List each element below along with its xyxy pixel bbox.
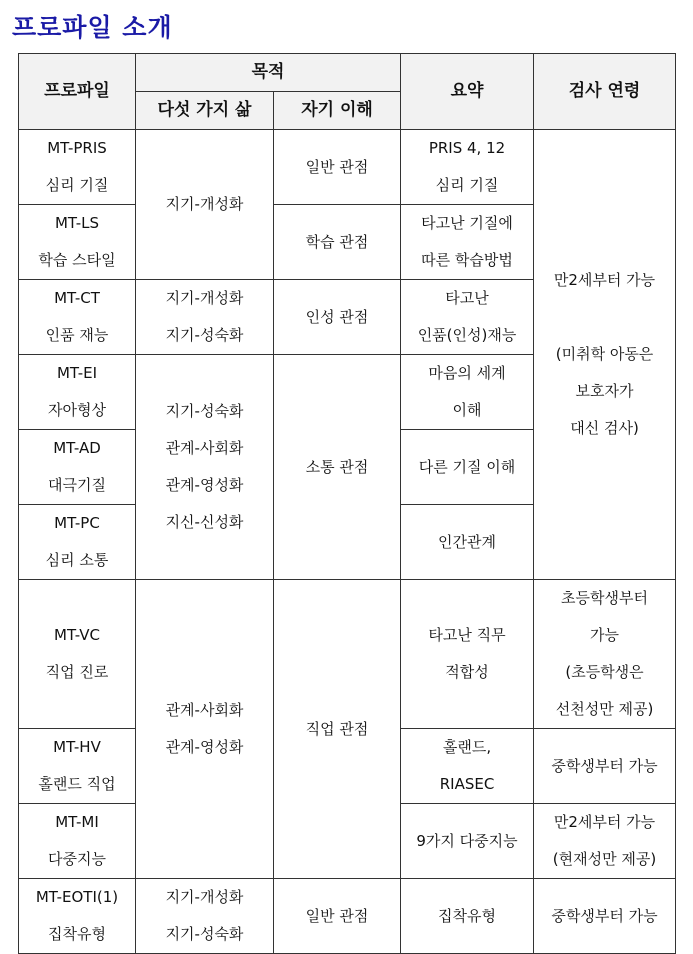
view-cell: 직업 관점 bbox=[274, 580, 401, 879]
view-cell: 소통 관점 bbox=[274, 355, 401, 580]
page-title: 프로파일 소개 bbox=[12, 13, 173, 42]
table-row bbox=[19, 879, 676, 954]
profile-cell: MT-EI 자아형상 bbox=[19, 355, 136, 430]
age-cell: 중학생부터 가능 bbox=[534, 879, 676, 954]
view-cell: 인성 관점 bbox=[274, 280, 401, 355]
profile-cell: MT-CT 인품 재능 bbox=[19, 280, 136, 355]
header-self-understanding: 자기 이해 bbox=[274, 92, 401, 130]
summary-cell: 홀랜드, RIASEC bbox=[401, 729, 534, 804]
age-cell: 만2세부터 가능 (현재성만 제공) bbox=[534, 804, 676, 879]
five-life-cell: 지기-개성화 지기-성숙화 bbox=[136, 879, 274, 954]
profile-table bbox=[18, 53, 676, 954]
profile-cell: MT-PRIS 심리 기질 bbox=[19, 130, 136, 205]
summary-cell: 9가지 다중지능 bbox=[401, 804, 534, 879]
table-row bbox=[19, 130, 676, 205]
profile-cell: MT-LS 학습 스타일 bbox=[19, 205, 136, 280]
five-life-cell: 지기-성숙화 관계-사회화 관계-영성화 지신-신성화 bbox=[136, 355, 274, 580]
view-cell: 학습 관점 bbox=[274, 205, 401, 280]
profile-cell: MT-VC 직업 진로 bbox=[19, 580, 136, 729]
profile-cell: MT-EOTI(1) 집착유형 bbox=[19, 879, 136, 954]
header-age: 검사 연령 bbox=[534, 54, 676, 130]
header-five-life: 다섯 가지 삶 bbox=[136, 92, 274, 130]
five-life-cell: 지기-개성화 bbox=[136, 130, 274, 280]
summary-cell: 다른 기질 이해 bbox=[401, 430, 534, 505]
header-profile: 프로파일 bbox=[19, 54, 136, 130]
profile-cell: MT-HV 홀랜드 직업 bbox=[19, 729, 136, 804]
view-cell: 일반 관점 bbox=[274, 879, 401, 954]
age-cell: 중학생부터 가능 bbox=[534, 729, 676, 804]
header-purpose: 목적 bbox=[136, 54, 401, 92]
view-cell: 일반 관점 bbox=[274, 130, 401, 205]
summary-cell: 타고난 직무 적합성 bbox=[401, 580, 534, 729]
summary-cell: PRIS 4, 12 심리 기질 bbox=[401, 130, 534, 205]
profile-cell: MT-PC 심리 소통 bbox=[19, 505, 136, 580]
table-row bbox=[19, 580, 676, 729]
header-summary: 요약 bbox=[401, 54, 534, 130]
age-cell: 만2세부터 가능 (미취학 아동은 보호자가 대신 검사) bbox=[534, 130, 676, 580]
summary-cell: 집착유형 bbox=[401, 879, 534, 954]
summary-cell: 타고난 기질에 따른 학습방법 bbox=[401, 205, 534, 280]
five-life-cell: 지기-개성화 지기-성숙화 bbox=[136, 280, 274, 355]
five-life-cell: 관계-사회화 관계-영성화 bbox=[136, 580, 274, 879]
summary-cell: 인간관계 bbox=[401, 505, 534, 580]
profile-cell: MT-MI 다중지능 bbox=[19, 804, 136, 879]
age-cell: 초등학생부터 가능 (초등학생은 선천성만 제공) bbox=[534, 580, 676, 729]
summary-cell: 타고난 인품(인성)재능 bbox=[401, 280, 534, 355]
profile-cell: MT-AD 대극기질 bbox=[19, 430, 136, 505]
summary-cell: 마음의 세계 이해 bbox=[401, 355, 534, 430]
